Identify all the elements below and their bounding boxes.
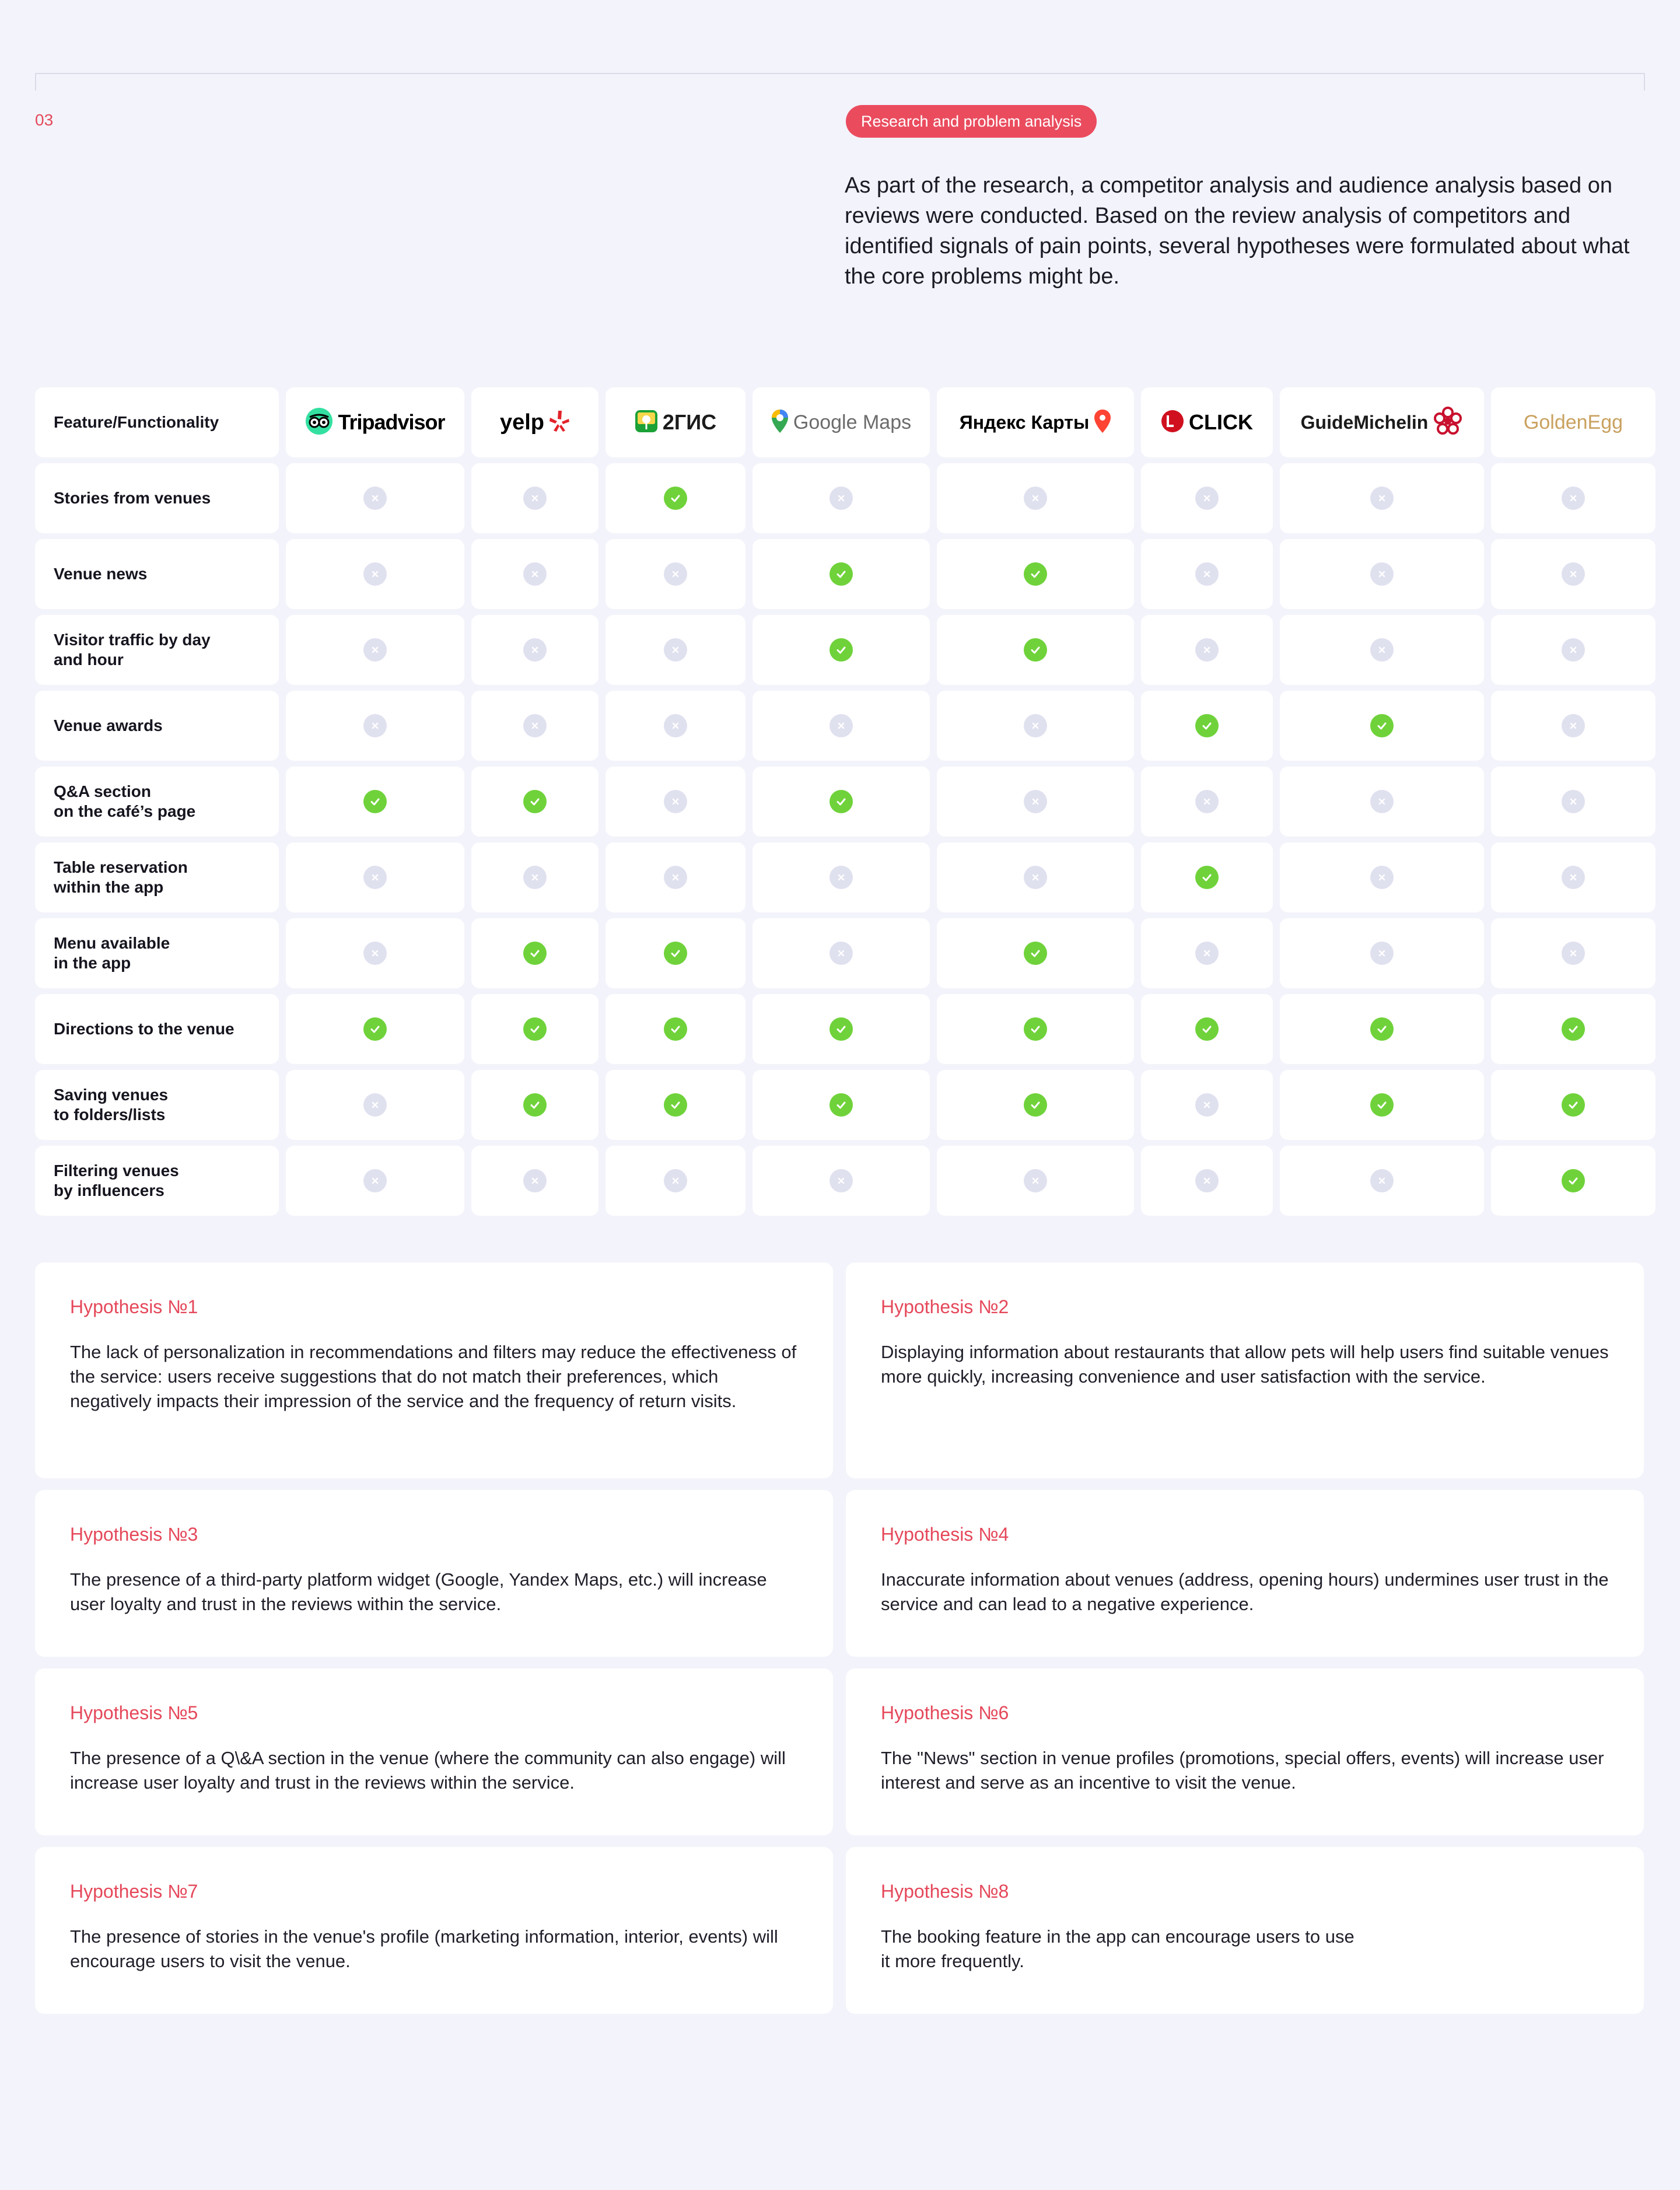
competitor-header-michelin	[1280, 387, 1484, 457]
feature-cell	[1491, 539, 1656, 609]
hypothesis-title: Hypothesis №6	[881, 1702, 1009, 1723]
cross-icon	[1562, 790, 1585, 813]
hypothesis-card	[35, 1262, 833, 1478]
intro-paragraph: As part of the research, a competitor analysis and audience analysis based on reviews were conducted. Based on the review analysis of competitors and identified signals of pain points, several hypotheses were formulated about what the core problems might be.	[845, 173, 1630, 289]
competitor-name-tripadvisor: Tripadvisor	[338, 410, 445, 434]
cross-icon	[363, 1169, 387, 1192]
hypothesis-title: Hypothesis №2	[881, 1296, 1009, 1317]
feature-cell	[937, 842, 1134, 912]
check-icon	[523, 1093, 547, 1117]
cross-icon	[1562, 942, 1585, 965]
check-icon	[830, 562, 853, 586]
frame-divider	[35, 73, 1645, 90]
feature-cell	[1141, 615, 1273, 685]
feature-cell	[1491, 615, 1656, 685]
hypothesis-card	[846, 1490, 1644, 1657]
feature-cell	[1491, 1070, 1656, 1140]
feature-cell	[1491, 463, 1656, 533]
cross-icon	[664, 638, 687, 662]
feature-cell	[1141, 918, 1273, 988]
cross-icon	[523, 866, 547, 889]
feature-cell	[1141, 539, 1273, 609]
check-icon	[1024, 1017, 1047, 1041]
check-icon	[1195, 714, 1219, 737]
feature-cell	[606, 691, 746, 761]
michelin-star-icon	[1433, 406, 1463, 439]
competitor-name-yandex-maps: Яндекс Карты	[959, 411, 1090, 433]
hypotheses-grid	[35, 1262, 1644, 2014]
feature-cell	[606, 539, 746, 609]
cross-icon	[830, 1169, 853, 1192]
feature-cell	[752, 691, 930, 761]
leclick-logo-icon	[1161, 410, 1184, 436]
feature-cell	[286, 1070, 464, 1140]
feature-label: Venue awards	[35, 691, 279, 761]
feature-cell	[1491, 767, 1656, 837]
cross-icon	[830, 487, 853, 510]
check-icon	[1024, 942, 1047, 965]
hypothesis-card	[35, 1668, 833, 1835]
check-icon	[1562, 1017, 1585, 1041]
cross-icon	[363, 942, 387, 965]
feature-cell	[1141, 1070, 1273, 1140]
cross-icon	[1562, 638, 1585, 662]
feature-cell	[937, 994, 1134, 1064]
check-icon	[1024, 1093, 1047, 1117]
feature-cell	[1280, 1070, 1484, 1140]
feature-cell	[1491, 994, 1656, 1064]
feature-cell	[937, 918, 1134, 988]
competitor-name-goldenegg: GoldenEgg	[1523, 411, 1623, 433]
check-icon	[1370, 714, 1394, 737]
feature-cell	[606, 615, 746, 685]
feature-cell	[471, 1070, 598, 1140]
feature-cell	[286, 842, 464, 912]
cross-icon	[1195, 1169, 1219, 1192]
cross-icon	[363, 562, 387, 586]
feature-cell	[471, 539, 598, 609]
cross-icon	[830, 942, 853, 965]
cross-icon	[1195, 942, 1219, 965]
hypothesis-text: The presence of a Q\&A section in the venue (where the community can also engage) will increase user loyalty and trust in the reviews within the service.	[70, 1748, 786, 1793]
feature-cell	[606, 1070, 746, 1140]
hypothesis-text: The lack of personalization in recommendations and filters may reduce the effectiveness of the service: users receive suggestions that do not match their preferences, which negatively impacts their impression of the service and the frequency of return visits.	[70, 1342, 797, 1411]
hypothesis-text: The booking feature in the app can encourage users to use it more frequently.	[881, 1926, 1354, 1971]
feature-cell	[752, 539, 930, 609]
check-icon	[830, 1017, 853, 1041]
feature-cell	[471, 767, 598, 837]
hypothesis-text: The presence of stories in the venue's profile (marketing information, interior, events) will encourage users to visit the venue.	[70, 1926, 778, 1971]
hypothesis-title: Hypothesis №1	[70, 1296, 198, 1317]
competitor-header-tripadvisor	[286, 387, 464, 457]
feature-cell	[471, 463, 598, 533]
feature-cell	[286, 615, 464, 685]
page-number: 03	[35, 111, 54, 129]
feature-cell	[471, 842, 598, 912]
feature-cell	[1280, 615, 1484, 685]
check-icon	[1024, 562, 1047, 586]
feature-label: Menu available in the app	[35, 918, 279, 988]
feature-cell	[752, 842, 930, 912]
cross-icon	[1370, 562, 1394, 586]
cross-icon	[363, 638, 387, 662]
feature-cell	[937, 1146, 1134, 1216]
cross-icon	[523, 487, 547, 510]
cross-icon	[523, 1169, 547, 1192]
cross-icon	[1024, 866, 1047, 889]
check-icon	[363, 1017, 387, 1041]
hypothesis-text: Displaying information about restaurants that allow pets will help users find suitable venues more quickly, increasing convenience and user satisfaction with the service.	[881, 1342, 1609, 1387]
check-icon	[1195, 1017, 1219, 1041]
hypothesis-card	[35, 1847, 833, 2014]
hypothesis-text: The presence of a third-party platform widget (Google, Yandex Maps, etc.) will increase user loyalty and trust in the reviews within the service.	[70, 1569, 767, 1614]
cross-icon	[1370, 942, 1394, 965]
feature-cell	[1141, 842, 1273, 912]
feature-cell	[752, 994, 930, 1064]
competitor-header-2gis	[606, 387, 746, 457]
feature-cell	[1141, 463, 1273, 533]
cross-icon	[664, 790, 687, 813]
cross-icon	[363, 866, 387, 889]
check-icon	[664, 1017, 687, 1041]
competitor-header-yandex-maps	[937, 387, 1134, 457]
competitor-name-yelp: yelp	[499, 410, 545, 435]
feature-cell	[1491, 691, 1656, 761]
cross-icon	[1562, 562, 1585, 586]
feature-cell	[752, 1146, 930, 1216]
cross-icon	[1195, 487, 1219, 510]
feature-cell	[937, 615, 1134, 685]
feature-label: Filtering venues by influencers	[35, 1146, 279, 1216]
feature-label: Stories from venues	[35, 463, 279, 533]
cross-icon	[1562, 866, 1585, 889]
cross-icon	[1024, 487, 1047, 510]
check-icon	[830, 1093, 853, 1117]
check-icon	[830, 790, 853, 813]
feature-cell	[752, 1070, 930, 1140]
feature-cell	[471, 918, 598, 988]
cross-icon	[363, 1093, 387, 1117]
feature-cell	[606, 767, 746, 837]
check-icon	[1024, 638, 1047, 662]
feature-cell	[1141, 1146, 1273, 1216]
feature-cell	[1491, 842, 1656, 912]
feature-cell	[1141, 691, 1273, 761]
feature-cell	[752, 463, 930, 533]
feature-cell	[286, 918, 464, 988]
feature-cell	[1280, 842, 1484, 912]
competitor-header-leclick	[1141, 387, 1273, 457]
feature-cell	[286, 539, 464, 609]
competitor-table	[35, 387, 1656, 1216]
feature-cell	[471, 691, 598, 761]
cross-icon	[1370, 487, 1394, 510]
check-icon	[1195, 866, 1219, 889]
competitor-header-google-maps	[752, 387, 930, 457]
feature-cell	[606, 463, 746, 533]
feature-cell	[286, 463, 464, 533]
check-icon	[664, 942, 687, 965]
feature-cell	[1280, 918, 1484, 988]
feature-label: Q&A section on the café’s page	[35, 767, 279, 837]
cross-icon	[1562, 714, 1585, 737]
cross-icon	[1562, 487, 1585, 510]
cross-icon	[664, 1169, 687, 1192]
check-icon	[830, 638, 853, 662]
feature-label: Directions to the venue	[35, 994, 279, 1064]
competitor-name-leclick: CLICK	[1189, 410, 1253, 434]
map-pin-icon	[771, 409, 789, 436]
competitor-name-google-maps: Google Maps	[793, 411, 912, 433]
section-tag: Research and problem analysis	[846, 105, 1097, 138]
competitor-name-michelin: GuideMichelin	[1300, 411, 1429, 433]
hypothesis-text: Inaccurate information about venues (address, opening hours) undermines user trust in the service and can lead to a negative experience.	[881, 1569, 1609, 1614]
feature-cell	[937, 1070, 1134, 1140]
feature-cell	[937, 539, 1134, 609]
feature-cell	[1280, 463, 1484, 533]
cross-icon	[1195, 562, 1219, 586]
hypothesis-text: The "News" section in venue profiles (promotions, special offers, events) will increase user interest and serve as an incentive to visit the venue.	[881, 1748, 1604, 1793]
cross-icon	[664, 714, 687, 737]
cross-icon	[664, 866, 687, 889]
cross-icon	[1024, 790, 1047, 813]
cross-icon	[830, 866, 853, 889]
feature-cell	[752, 767, 930, 837]
feature-cell	[606, 918, 746, 988]
check-icon	[1370, 1017, 1394, 1041]
feature-cell	[937, 463, 1134, 533]
feature-cell	[752, 918, 930, 988]
hypothesis-card	[846, 1668, 1644, 1835]
feature-cell	[471, 615, 598, 685]
feature-header: Feature/Functionality	[35, 387, 279, 457]
cross-icon	[1370, 790, 1394, 813]
feature-cell	[286, 767, 464, 837]
cross-icon	[523, 638, 547, 662]
cross-icon	[363, 714, 387, 737]
feature-cell	[606, 1146, 746, 1216]
check-icon	[363, 790, 387, 813]
feature-cell	[937, 691, 1134, 761]
feature-cell	[752, 615, 930, 685]
feature-label: Table reservation within the app	[35, 842, 279, 912]
cross-icon	[523, 562, 547, 586]
hypothesis-title: Hypothesis №3	[70, 1524, 198, 1545]
cross-icon	[664, 562, 687, 586]
competitor-header-yelp	[471, 387, 598, 457]
hypothesis-title: Hypothesis №8	[881, 1881, 1009, 1902]
check-icon	[664, 1093, 687, 1117]
cross-icon	[1370, 638, 1394, 662]
competitor-header-goldenegg	[1491, 387, 1656, 457]
hypothesis-title: Hypothesis №7	[70, 1881, 198, 1902]
yandex-pin-icon	[1094, 409, 1111, 436]
feature-cell	[606, 994, 746, 1064]
check-icon	[523, 942, 547, 965]
feature-label: Venue news	[35, 539, 279, 609]
cross-icon	[1195, 638, 1219, 662]
cross-icon	[1024, 1169, 1047, 1192]
feature-cell	[286, 691, 464, 761]
hypothesis-card	[846, 1262, 1644, 1478]
feature-cell	[1491, 918, 1656, 988]
cross-icon	[523, 714, 547, 737]
feature-cell	[286, 1146, 464, 1216]
check-icon	[1562, 1093, 1585, 1117]
hypothesis-title: Hypothesis №5	[70, 1702, 198, 1723]
feature-label: Visitor traffic by day and hour	[35, 615, 279, 685]
cross-icon	[1195, 1093, 1219, 1117]
check-icon	[523, 790, 547, 813]
feature-label: Saving venues to folders/lists	[35, 1070, 279, 1140]
cross-icon	[830, 714, 853, 737]
cross-icon	[1195, 790, 1219, 813]
yelp-burst-icon	[549, 410, 570, 436]
check-icon	[664, 487, 687, 510]
owl-logo-icon	[305, 407, 333, 438]
feature-cell	[1280, 1146, 1484, 1216]
hypothesis-card	[35, 1490, 833, 1657]
feature-cell	[606, 842, 746, 912]
feature-cell	[1280, 994, 1484, 1064]
feature-cell	[1141, 994, 1273, 1064]
feature-cell	[1141, 767, 1273, 837]
cross-icon	[1370, 866, 1394, 889]
check-icon	[1370, 1093, 1394, 1117]
cross-icon	[1370, 1169, 1394, 1192]
competitor-name-2gis: 2ГИС	[662, 410, 717, 434]
cross-icon	[363, 487, 387, 510]
feature-cell	[937, 767, 1134, 837]
feature-cell	[1491, 1146, 1656, 1216]
feature-cell	[1280, 767, 1484, 837]
feature-cell	[1280, 539, 1484, 609]
feature-cell	[1280, 691, 1484, 761]
check-icon	[523, 1017, 547, 1041]
hypothesis-title: Hypothesis №4	[881, 1524, 1009, 1545]
check-icon	[1562, 1169, 1585, 1192]
feature-cell	[471, 994, 598, 1064]
cross-icon	[1024, 714, 1047, 737]
hypothesis-card	[846, 1847, 1644, 2014]
feature-cell	[471, 1146, 598, 1216]
feature-cell	[286, 994, 464, 1064]
2gis-map-icon	[635, 410, 658, 436]
